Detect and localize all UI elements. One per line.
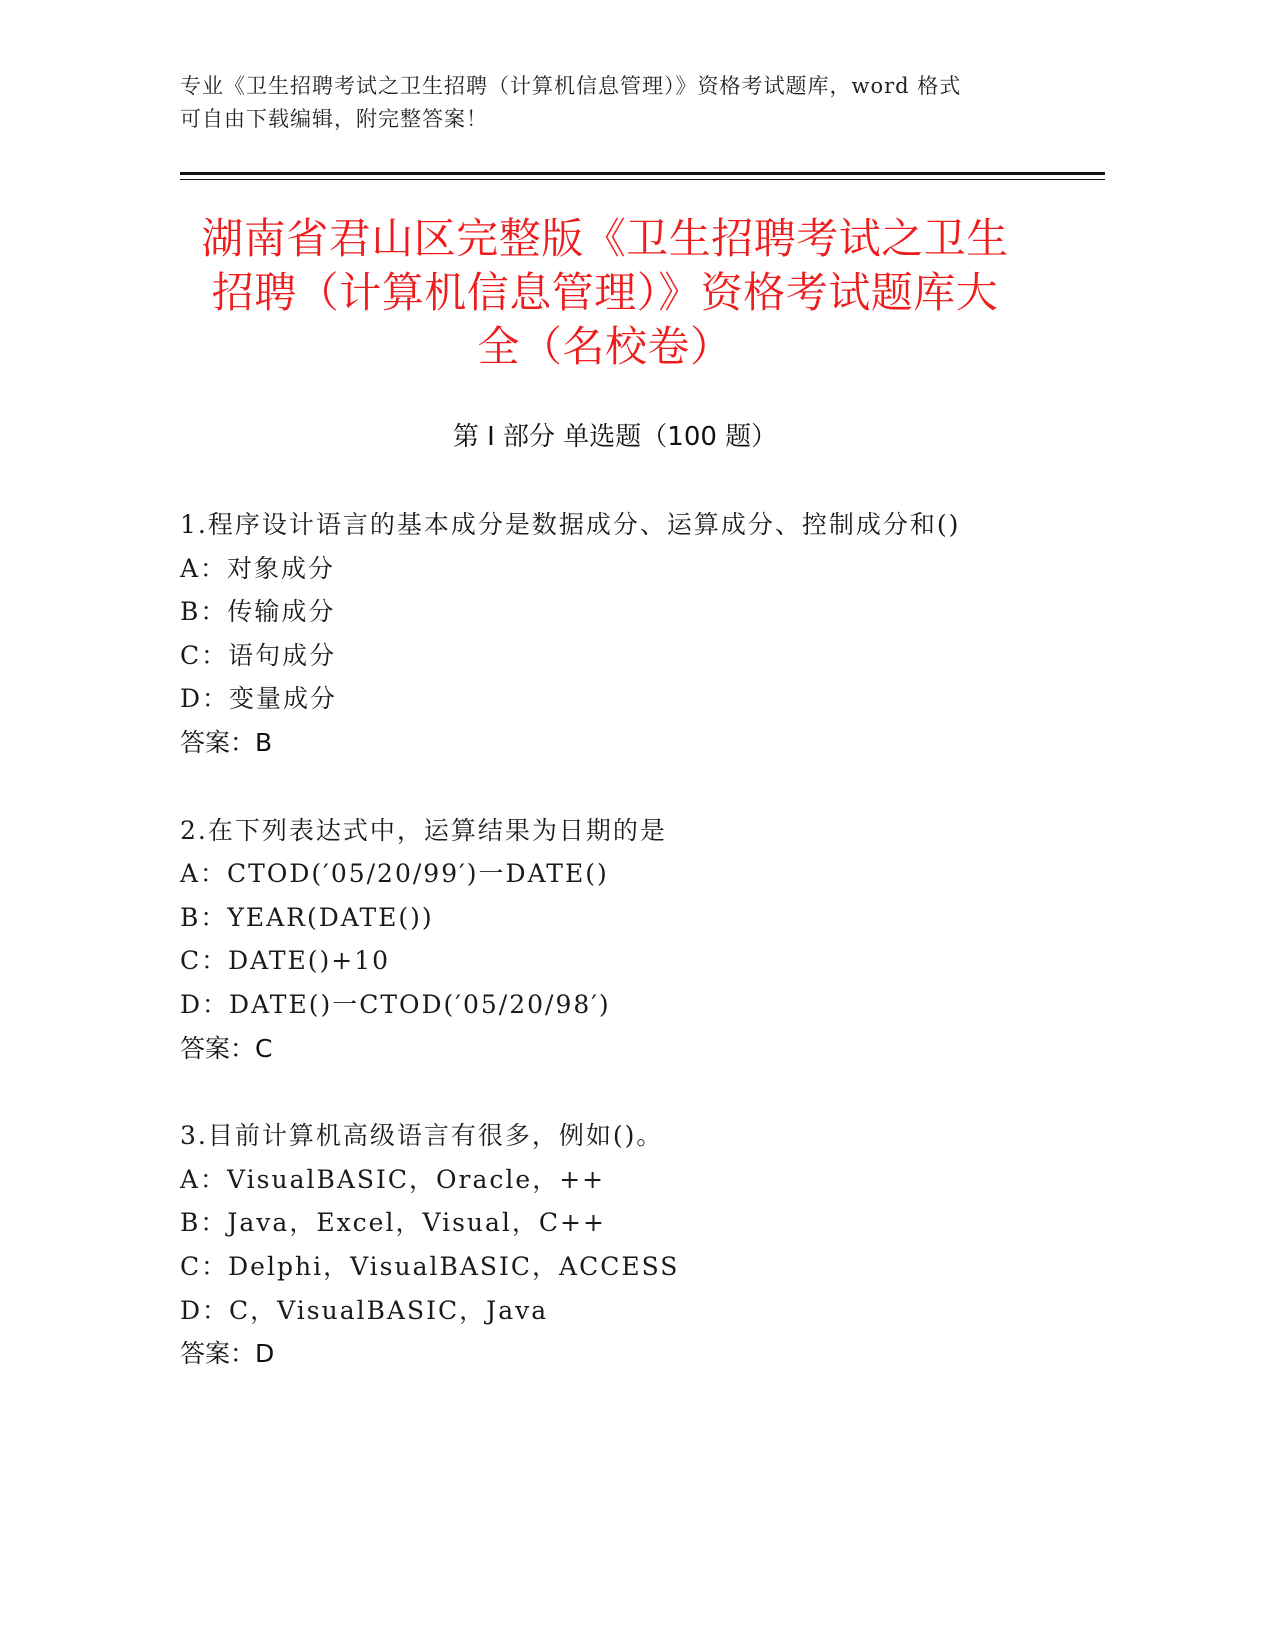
- document-title: [175, 212, 1035, 374]
- header-divider-thick: [180, 172, 1105, 175]
- option-a: A：对象成分: [180, 553, 336, 583]
- question-text: 1.程序设计语言的基本成分是数据成分、运算成分、控制成分和(): [180, 510, 961, 539]
- option-d: D：变量成分: [180, 684, 338, 714]
- question-list: [180, 503, 1100, 1420]
- document-title-line-3: 全（名校卷）: [477, 322, 733, 371]
- option-b: B：传输成分: [180, 597, 336, 627]
- header-note-line-1: 专业《卫生招聘考试之卫生招聘（计算机信息管理）》资格考试题库，word 格式: [180, 74, 962, 98]
- option-b: B：Java，Excel，Visual，C++: [180, 1208, 606, 1238]
- option-c: C：Delphi，VisualBASIC，ACCESS: [180, 1251, 680, 1281]
- question-text: 2.在下列表达式中，运算结果为日期的是: [180, 815, 667, 845]
- option-b: B：YEAR(DATE()): [180, 902, 434, 932]
- option-a: A：CTOD(′05/20/99′)一DATE(): [180, 859, 609, 889]
- document-title-line-1: 湖南省君山区完整版《卫生招聘考试之卫生: [201, 214, 1009, 263]
- header-divider-thin: [180, 179, 1105, 180]
- header-note-line-2: 可自由下载编辑，附完整答案！: [180, 107, 488, 131]
- question-text: 3.目前计算机高级语言有很多，例如()。: [180, 1121, 664, 1151]
- option-c: C：DATE()+10: [180, 946, 391, 976]
- option-c: C：语句成分: [180, 640, 337, 670]
- section-heading: 第 I 部分 单选题（100 题）: [452, 422, 778, 452]
- option-d: D：DATE()一CTOD(′05/20/98′): [180, 989, 611, 1019]
- question-item: [180, 1114, 1100, 1376]
- option-d: D：C，VisualBASIC，Java: [180, 1295, 549, 1325]
- document-title-line-2: 招聘（计算机信息管理）》资格考试题库大: [211, 268, 999, 317]
- answer-text: 答案：B: [180, 727, 273, 757]
- option-a: A：VisualBASIC，Oracle，++: [180, 1164, 606, 1194]
- answer-text: 答案：C: [180, 1033, 273, 1063]
- question-item: [180, 809, 1100, 1071]
- answer-text: 答案：D: [180, 1339, 275, 1369]
- document-header-note: [180, 70, 1060, 136]
- question-item: [180, 503, 1100, 765]
